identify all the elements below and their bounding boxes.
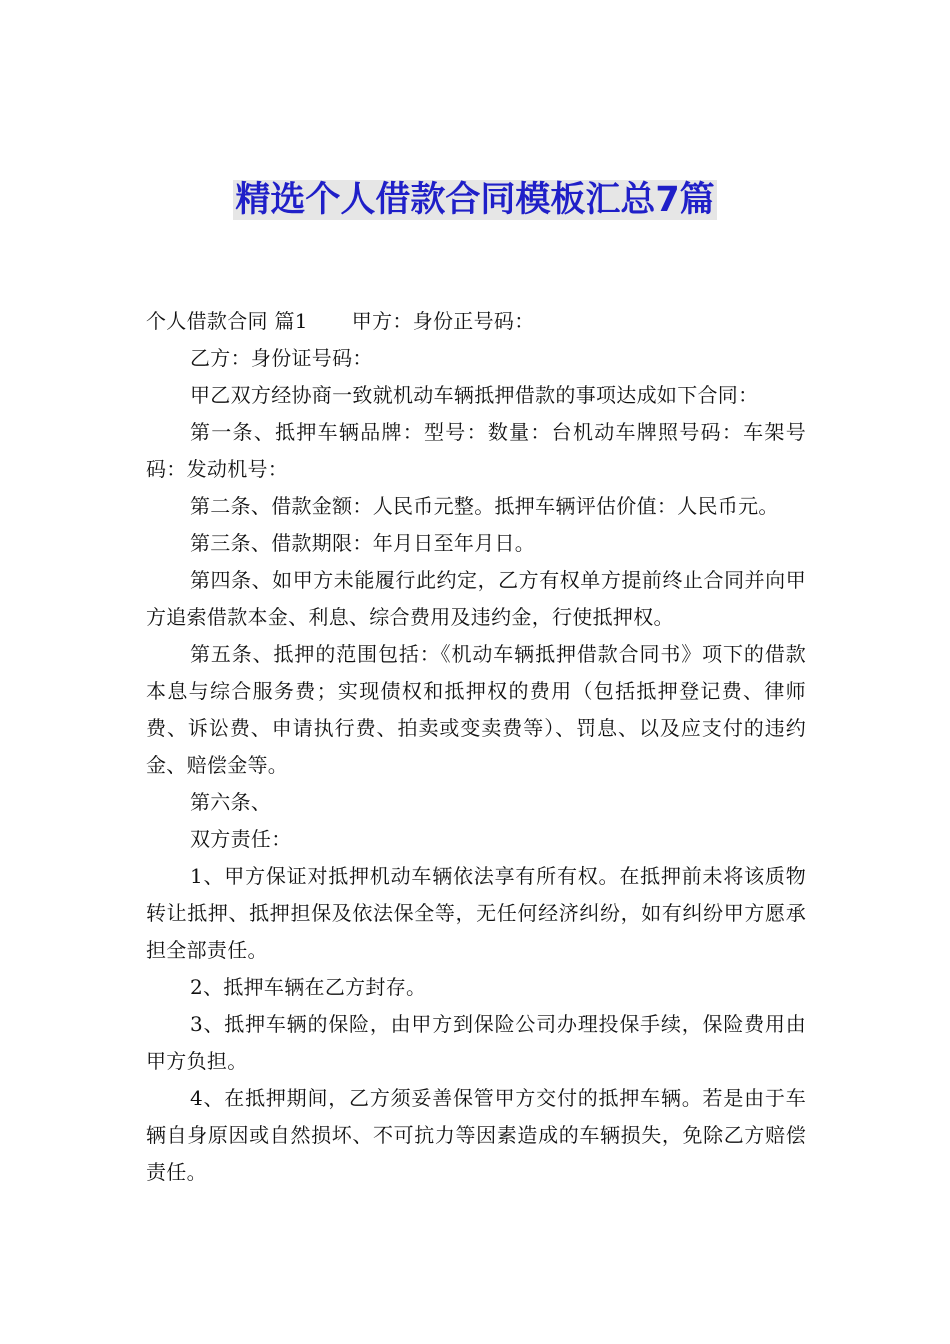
paragraph-article-1: 第一条、抵押车辆品牌：型号：数量：台机动车牌照号码：车架号码：发动机号： xyxy=(146,420,806,481)
contract-heading-label: 个人借款合同 篇1 xyxy=(146,309,308,333)
paragraph-party-b: 乙方：身份证号码： xyxy=(190,346,373,370)
paragraph-article-2: 第二条、借款金额：人民币元整。抵押车辆评估价值：人民币元。 xyxy=(190,494,779,518)
paragraph-article-3: 第三条、借款期限：年月日至年月日。 xyxy=(190,531,536,555)
paragraph-item-4: 4、在抵押期间，乙方须妥善保管甲方交付的抵押车辆。若是由于车辆自身原因或自然损坏、不可抗力等因素造成的车辆损失，免除乙方赔偿责任。 xyxy=(146,1086,806,1184)
paragraph-item-2: 2、抵押车辆在乙方封存。 xyxy=(190,975,427,999)
party-a-id-line: 甲方：身份正号码： xyxy=(351,309,535,333)
title-text: 精选个人借款合同模板汇总7篇 xyxy=(235,180,715,220)
paragraph-item-3: 3、抵押车辆的保险，由甲方到保险公司办理投保手续，保险费用由甲方负担。 xyxy=(146,1012,806,1073)
paragraph-preamble: 甲乙双方经协商一致就机动车辆抵押借款的事项达成如下合同： xyxy=(190,383,759,407)
document-title xyxy=(0,176,950,224)
paragraph-item-1: 1、甲方保证对抵押机动车辆依法享有所有权。在抵押前未将该质物转让抵押、抵押担保及依法保全等，无任何经济纠纷，如有纠纷甲方愿承担全部责任。 xyxy=(146,864,806,962)
paragraph-article-6: 第六条、 xyxy=(190,790,272,814)
paragraph-article-4: 第四条、如甲方未能履行此约定，乙方有权单方提前终止合同并向甲方追索借款本金、利息、综合费用及违约金，行使抵押权。 xyxy=(146,568,806,629)
paragraph-article-5: 第五条、抵押的范围包括：《机动车辆抵押借款合同书》项下的借款本息与综合服务费；实现债权和抵押权的费用（包括抵押登记费、律师费、诉讼费、申请执行费、拍卖或变卖费等）、罚息、以及应支付的违约金、赔偿金等。 xyxy=(146,642,806,777)
paragraph-responsibilities-heading: 双方责任： xyxy=(190,827,292,851)
contract-heading-line xyxy=(146,303,806,340)
document-body xyxy=(146,303,806,1191)
